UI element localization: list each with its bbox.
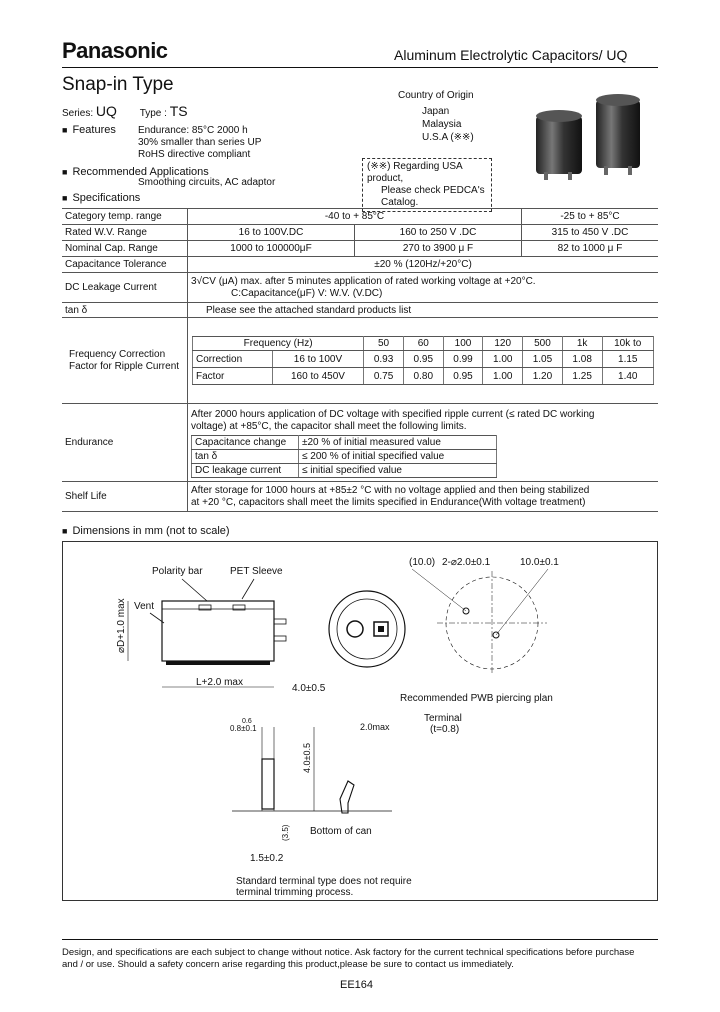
series-label: Series: <box>62 108 94 119</box>
usa-note-line: Please check PEDCA's <box>381 185 485 196</box>
spec-row-dc-leakage <box>62 273 658 303</box>
specifications-title: ■ Specifications <box>62 192 140 204</box>
application-item: Smoothing circuits, AC adaptor <box>138 177 276 188</box>
spec-label: Rated W.V. Range <box>62 225 188 241</box>
pitch-dim: 10.0±0.1 <box>520 557 559 568</box>
spec-row-endurance <box>62 404 658 482</box>
freq-val: 1.00 <box>483 351 523 368</box>
spec-row-tan <box>62 303 658 318</box>
hole-gap-dim: (10.0) <box>409 557 436 568</box>
terminal-pin <box>262 759 274 809</box>
vent-label: Vent <box>134 601 155 612</box>
spec-value: 1000 to 100000μF <box>188 241 355 257</box>
features-list <box>138 125 261 161</box>
usa-note-line: Catalog. <box>381 197 419 208</box>
freq-head: 500 <box>523 337 563 351</box>
footer-rule <box>62 939 658 940</box>
applications-title: ■ Recommended Applications <box>62 166 209 178</box>
feature-item: Endurance: 85°C 2000 h <box>138 125 248 136</box>
spec-row-shelf-life <box>62 482 658 512</box>
spec-label: Nominal Cap. Range <box>62 241 188 257</box>
capacitor-photo <box>530 92 660 187</box>
hole-dia-dim: 2-⌀2.0±0.1 <box>442 557 491 568</box>
country-of-origin <box>398 89 474 144</box>
frequency-table <box>192 336 654 385</box>
freq-head: 1k <box>562 337 602 351</box>
terminal-top-dim: 0.6 <box>242 718 252 725</box>
footer-line: and / or use. Should a safety concern arise regarding this product,please be sure to contact us immediately. <box>62 959 514 970</box>
product-line-title: Aluminum Electrolytic Capacitors/ UQ <box>394 47 628 63</box>
brand-logo: Panasonic <box>62 38 168 63</box>
dc-leak-line: C:Capacitance(μF) V: W.V. (V.DC) <box>231 287 383 299</box>
limit-value: ±20 % of initial measured value <box>299 436 497 450</box>
dimension-drawing <box>62 541 658 901</box>
origin-country: Japan <box>422 106 450 117</box>
freq-head: 100 <box>443 337 483 351</box>
type-value: TS <box>169 103 188 119</box>
type-title: Snap-in Type <box>62 74 174 95</box>
shelf-text: After storage for 1000 hours at +85±2 °C with no voltage applied and then being stabilized <box>191 484 590 496</box>
spec-value <box>188 273 659 303</box>
limit-value: ≤ 200 % of initial specified value <box>299 450 497 464</box>
freq-val: 1.00 <box>483 368 523 385</box>
type-label: Type : <box>139 108 167 119</box>
spec-row-category-temp <box>62 209 658 225</box>
feature-item: 30% smaller than series UP <box>138 137 262 148</box>
freq-range: 16 to 100V <box>272 351 363 368</box>
spec-value: -25 to + 85°C <box>522 209 659 225</box>
terminal-pitch-dim: 1.5±0.2 <box>250 853 284 864</box>
freq-head: 10k to <box>602 337 653 351</box>
terminal-width-dim: 0.8±0.1 <box>230 724 257 733</box>
limit-value: ≤ initial specified value <box>299 464 497 478</box>
terminal-max-dim: 2.0max <box>360 722 390 732</box>
usa-note-box <box>362 158 492 212</box>
features-title: ■ Features <box>62 124 116 136</box>
spec-value: 270 to 3900 μ F <box>355 241 522 257</box>
footer-disclaimer <box>62 947 662 971</box>
spec-value: -40 to + 85°C <box>188 209 522 225</box>
spec-value: ±20 % (120Hz/+20°C) <box>188 257 659 273</box>
spec-row-rated-wv <box>62 225 658 241</box>
footer-line: Design, and specifications are each subject to change without notice. Ask factory for the current technical specifications before purchase <box>62 947 635 958</box>
pwb-caption: Recommended PWB piercing plan <box>400 693 553 704</box>
dimensions-title: ■ Dimensions in mm (not to scale) <box>62 525 230 537</box>
shelf-text: at +20 °C, capacitors shall meet the limits specified in Endurance(With voltage treatment) <box>191 496 586 508</box>
freq-val: 1.08 <box>562 351 602 368</box>
freq-label-line: Frequency Correction <box>69 348 166 360</box>
terminal-thickness: (t=0.8) <box>430 724 460 735</box>
freq-val: 0.93 <box>364 351 404 368</box>
freq-head-label: Frequency (Hz) <box>193 337 364 351</box>
freq-val: 1.05 <box>523 351 563 368</box>
spec-label: Capacitance Tolerance <box>62 257 188 273</box>
spec-label <box>62 318 188 404</box>
freq-head: 60 <box>403 337 443 351</box>
spec-label: DC Leakage Current <box>62 273 188 303</box>
lead-length-dim: 4.0±0.5 <box>292 683 326 694</box>
bottom-of-can-label: Bottom of can <box>310 826 372 837</box>
freq-factor-label: Factor <box>193 368 273 385</box>
spec-label: tan δ <box>62 303 188 318</box>
spec-value: 82 to 1000 μ F <box>522 241 659 257</box>
diameter-dim: ⌀D+1.0 max <box>116 598 127 653</box>
length-dim: L+2.0 max <box>196 677 243 688</box>
endurance-text: voltage) at +85°C, the capacitor shall meet the following limits. <box>191 421 467 432</box>
origin-country: U.S.A (※※) <box>422 132 474 143</box>
freq-head: 50 <box>364 337 404 351</box>
spec-row-frequency <box>62 318 658 404</box>
freq-val: 1.40 <box>602 368 653 385</box>
spec-row-cap-tolerance <box>62 257 658 273</box>
usa-note-line: (※※) Regarding USA product, <box>367 161 463 184</box>
dc-leak-line: 3√CV (μA) max. after 5 minutes application of rated working voltage at +20°C. <box>191 275 536 287</box>
freq-val: 0.99 <box>443 351 483 368</box>
limit-key: DC leakage current <box>192 464 299 478</box>
freq-val: 1.15 <box>602 351 653 368</box>
spec-value: 315 to 450 V .DC <box>522 225 659 241</box>
terminal-height-dim: 4.0±0.5 <box>302 743 312 773</box>
standard-note-line: terminal trimming process. <box>236 887 354 898</box>
freq-val: 1.20 <box>523 368 563 385</box>
page-number: EE164 <box>340 979 374 991</box>
freq-label-line: Factor for Ripple Current <box>69 360 180 372</box>
spec-row-nominal-cap <box>62 241 658 257</box>
spec-label: Endurance <box>62 404 188 482</box>
pet-sleeve-label: PET Sleeve <box>230 566 283 577</box>
limit-key: Capacitance change <box>192 436 299 450</box>
spec-value: 16 to 100V.DC <box>188 225 355 241</box>
endurance-text: After 2000 hours application of DC voltage with specified ripple current (≤ rated DC working <box>191 409 595 420</box>
header-rule <box>62 67 658 68</box>
limit-key: tan δ <box>192 450 299 464</box>
spec-label: Category temp. range <box>62 209 188 225</box>
series-value: UQ <box>95 103 117 119</box>
capacitor-top-view <box>329 591 405 667</box>
freq-val: 0.75 <box>364 368 404 385</box>
origin-title: Country of Origin <box>398 90 474 101</box>
capacitor-body <box>162 601 274 661</box>
origin-country: Malaysia <box>422 119 462 130</box>
freq-val: 0.95 <box>403 351 443 368</box>
standard-note-line: Standard terminal type does not require <box>236 876 412 887</box>
feature-item: RoHS directive compliant <box>138 149 251 160</box>
terminal-base-dim: (3.5) <box>281 824 290 841</box>
freq-val: 0.95 <box>443 368 483 385</box>
freq-corr-label: Correction <box>193 351 273 368</box>
spec-label: Shelf Life <box>62 482 188 512</box>
freq-val: 1.25 <box>562 368 602 385</box>
spec-value: Please see the attached standard products list <box>188 303 659 318</box>
specifications-table <box>62 208 658 512</box>
freq-val: 0.80 <box>403 368 443 385</box>
endurance-limits <box>191 435 497 478</box>
polarity-bar-label: Polarity bar <box>152 566 203 577</box>
series-line <box>62 103 188 119</box>
freq-range: 160 to 450V <box>272 368 363 385</box>
freq-head: 120 <box>483 337 523 351</box>
terminal-label: Terminal <box>424 713 462 724</box>
spec-value: 160 to 250 V .DC <box>355 225 522 241</box>
terminal-bent <box>340 781 354 813</box>
